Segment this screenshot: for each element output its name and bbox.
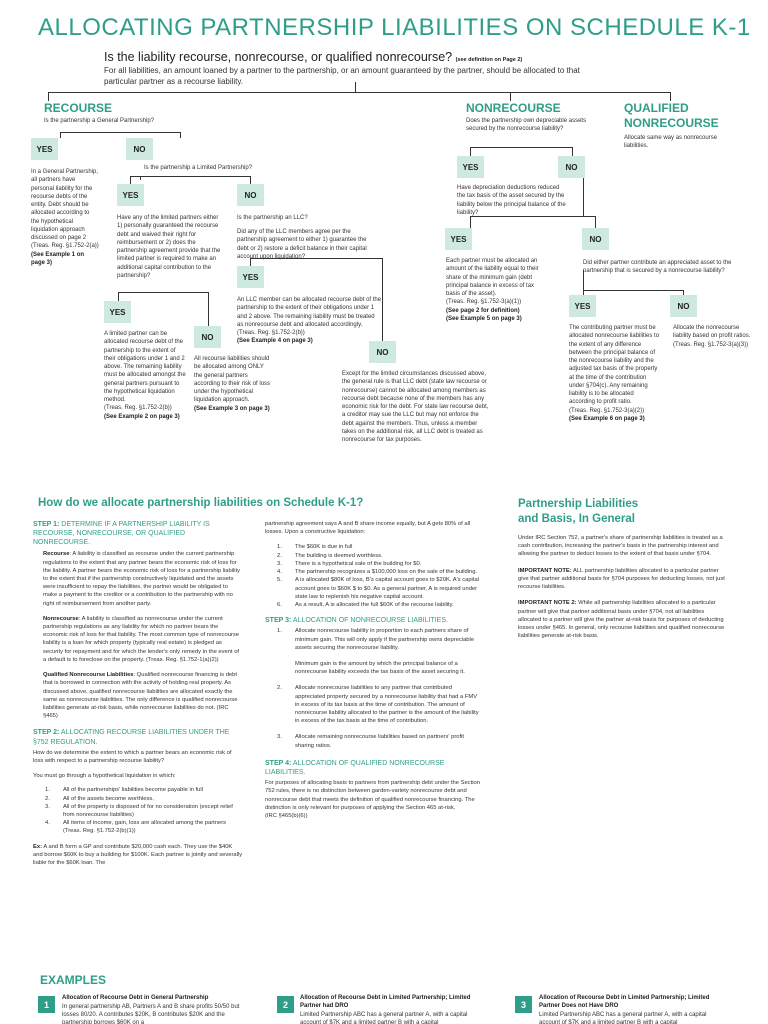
step4-text: [265, 779, 480, 820]
recourse-no-box: NO: [126, 138, 153, 160]
example-3-number: 3: [515, 996, 532, 1013]
guarantee-yes-see: (See Example 2 on page 3): [104, 413, 180, 420]
guarantee-no-see: (See Example 3 on page 3): [194, 405, 270, 412]
list-item: 5. A is allocated $80K of loss, B's capital account goes to $20K. A's capital account goes to $60K $ to $0. As a general partner, A is required under state law to replenish his negative capital account.: [277, 577, 479, 600]
list-item: 4. All items of income, gain, loss are allocated among the partners (Treas. Reg. §1.752-2(b)(1)): [45, 820, 227, 835]
guarantee-no-body: All recourse liabilities should be allocated among ONLY the general partners according to their risk of loss under the hypothetical liquidation approach.: [194, 356, 271, 404]
list-item: 1. Allocate nonrecourse liability in proportion to each partners share of minimum gain. This will only apply if the partnership owns depreciable assets securing the nonrecourse liability.: [277, 628, 475, 651]
qualified-heading-2: NONRECOURSE: [624, 116, 719, 130]
basis-column: [518, 534, 726, 640]
nonrecourse-question: Does the partnership own depreciable assets secured by the nonrecourse liability?: [466, 118, 587, 133]
example-label: Ex:: [33, 843, 43, 850]
contribution-question: Did either partner contribute an appreciated asset to the partnership that is secured by a nonrecourse liability?: [583, 260, 732, 275]
dep-yes-body: Each partner must be allocated an amount of the liability equal to their share of the minimum gain (debt principal balance in excess of tax basis of the asset).: [446, 258, 539, 298]
depreciation-yes-box: YES: [445, 228, 472, 250]
llc-yes-box: YES: [237, 266, 264, 288]
llc-no-box: NO: [369, 341, 396, 363]
lp-question: Is the partnership a Limited Partnership?: [144, 165, 253, 171]
constructive-liquidation-list: [265, 543, 480, 609]
step3-list: [265, 627, 480, 750]
basis-heading-2: and Basis, In General: [518, 512, 635, 525]
lp-no-box: NO: [237, 184, 264, 206]
contribution-yes-box: YES: [569, 295, 596, 317]
how-column-1: [33, 520, 243, 867]
llc-no-text: Except for the limited circumstances discussed above, the general rule is that LLC debt (state law recourse or nonrecourse) cannot be allocated among members as recourse debt because none of the members has any economic risk for the debt. For state law recourse debt, a creditor may sue the LLC but may not enforce the debt against the members. Thus, unless a member takes on the additional risk, all LLC debt is treated as nonrecourse for tax purposes.: [342, 371, 489, 444]
contribution-no-box: NO: [670, 295, 697, 317]
step4-cite: (IRC §465(b)(6)): [265, 812, 308, 819]
guarantee-no-text: [194, 355, 272, 413]
lp-guarantee-question: Have any of the limited partners either 1) personally guaranteed the recourse debt and waived their right for reimbursement or 2) does the partnership agreement provide that the limited partner is required to make an additional capital contribution to the partnership?: [117, 215, 221, 279]
how-heading: How do we allocate partnership liabilities on Schedule K-1?: [38, 497, 364, 509]
list-item: 3. Allocate remaining nonrecourse liabilities based on partners' profit sharing ratios.: [277, 734, 464, 749]
nonrecourse-def: : A liability is classified as nonrecourse under the current partnership regulations as any liability for which no partner bears the economic risk of loss for that liability. The most common type of nonrecourse liability is a loan for which property (typically real estate) is pledged as security for repayment and for which the lender's only remedy in the event of a default is to foreclose on the property. (Treas. Reg. §1.752-1(a)(2)): [43, 615, 240, 663]
example-body: A and B form a GP and contribute $20,000 cash each. They use the $40K and borrow $60K to buy a building for $100K. Each partner is jointly and severally liable for the $60K loan. The: [33, 843, 243, 867]
c-no-body: Allocate the nonrecourse liability based on profit ratios.: [673, 325, 751, 340]
important-note-2: [518, 599, 726, 640]
qnr-def: : Qualified nonrecourse financing is debt that is borrowed in connection with the activity of holding real property. As discussed above, qualified nonrecourse liabilities are allocated exactly the same as nonrecourse liabilities. The only difference is qualified nonrecourse liabilities generate at-risk basis, while nonrecourse liabilities do not. (IRC §465): [43, 672, 238, 720]
liquidation-list: [33, 786, 243, 835]
main-question: [104, 50, 522, 64]
step2-text: How do we determine the extent to which a partner bears an economic risk of loss with respect to a partnership recourse liability?: [33, 749, 232, 764]
col2-continued: partnership agreement says A and B share income equally, but A gets 80% of all losses. Upon a constructive liquidation:: [265, 521, 471, 536]
note2-text: While all partnership liabilities allocated to a particular partner will give that partner additional basis under §704, not all liabilities allocated to a partner will give the partner at-risk basis for purposes of deducting losses under §465. In general, only recourse liabilities and qualified nonrecourse liabilities generate at-risk basis.: [518, 600, 725, 640]
list-item: 1. All of the partnerships' liabilities become payable in full: [45, 787, 203, 794]
guarantee-no-box: NO: [194, 326, 221, 348]
contribution-no-text: [673, 324, 755, 349]
c-yes-cite: (Treas. Reg. §1.752-3(a)(2)): [569, 407, 645, 414]
list-item: 4. The partnership recognizes a $100,000 loss on the sale of the building.: [277, 569, 478, 576]
step4-body: For purposes of allocating basis to partners from partnership debt under the Section 752 rules, there is no distinction between garden-variety nonrecourse debt and nonrecourse debt that meets the definition of qualified nonrecourse financing. The distinction is only relevant for purposes of applying the Section 465 at-risk.: [265, 780, 480, 811]
list-item: 6. As a result, A is allocated the full $60K of the recourse liability.: [277, 601, 454, 608]
c-yes-body: The contributing partner must be allocated nonrecourse liabilities to the extent of any difference between the principal balance of the nonrecourse liability and the adjusted tax basis of the property at the time of the contribution under §704(c). Any remaining liability is to be allocated according to profit ratio.: [569, 325, 660, 406]
step3-heading: [265, 616, 480, 625]
how-column-2: [265, 520, 480, 820]
gp-cite: (Treas. Reg. §1.752-2(a)): [31, 243, 99, 250]
example-text: [33, 843, 243, 868]
example-3-title: Allocation of Recourse Debt in Limited Partnership; Limited Partner Does not Have DRO: [539, 995, 710, 1009]
important-note-1: [518, 567, 726, 592]
basis-heading-1: Partnership Liabilities: [518, 498, 639, 510]
nonrecourse-yes-box: YES: [457, 156, 484, 178]
step1-title: DETERMINE IF A PARTNERSHIP LIABILITY IS RECOURSE, NONRECOURSE, OR QUALIFIED NONRECOURSE.: [33, 521, 210, 547]
recourse-def: : A liability is classified as recourse under the current partnership regulations to the extent that any partner bears the economic risk of loss for the liability. A partner bears the economic risk of loss for a partnership liability to the extent that if the partnership constructively liquidated and the assets were insufficient to repay the liabilities, the partner would be obligated to make a payment to the creditor or a contribution to the partnership with no right of reimbursement from another party.: [43, 551, 241, 607]
step1-label: STEP 1:: [33, 521, 60, 528]
note2-label: IMPORTANT NOTE 2:: [518, 600, 577, 607]
examples-heading: EXAMPLES: [40, 973, 107, 987]
step4-title: ALLOCATION OF QUALIFIED NONRECOURSE LIABILITIES.: [265, 759, 445, 776]
recourse-term: Recourse: [43, 551, 70, 558]
lp-yes-box: YES: [117, 184, 144, 206]
gp-see: (See Example 1 on page 3): [31, 251, 85, 266]
guarantee-yes-text: [104, 330, 188, 421]
depreciation-question: Have depreciation deductions reduced the tax basis of the asset secured by the liability below the principal balance of the liability?: [457, 185, 566, 216]
step4-heading: [265, 759, 480, 777]
gp-text: In a General Partnership, all partners have personal liability for the recourse debts of the entity. Debt should be allocated according to the hypothetical liquidation approach discussed on page 2: [31, 169, 99, 242]
page-title: ALLOCATING PARTNERSHIP LIABILITIES ON SCHEDULE K-1: [38, 14, 751, 41]
llc-yes-text: [237, 296, 382, 346]
main-question-note: (see definition on Page 2): [455, 57, 523, 63]
c-no-cite: (Treas. Reg. §1.752-3(a)(3)): [673, 341, 749, 348]
nonrecourse-definition: [33, 615, 243, 664]
guarantee-yes-body: A limited partner can be allocated recourse debt of the partnership to the extent of their obligations under 1 and 2 above. The remaining liability must be allocated amongst the general partners pursuant to the hypothetical liquidation method.: [104, 331, 186, 404]
recourse-definition: [33, 550, 243, 608]
contribution-yes-text: [569, 324, 661, 423]
list-item: 1. The $60K is due in full: [277, 544, 353, 551]
step3-title: ALLOCATION OF NONRECOURSE LIABILITIES.: [292, 617, 448, 625]
step2-text-2: You must go through a hypothetical liquidation in which:: [33, 773, 176, 780]
list-item: [277, 660, 480, 676]
main-question-text: Is the liability recourse, nonrecourse, or qualified nonrecourse?: [104, 50, 453, 64]
qualified-heading-1: QUALIFIED: [624, 101, 689, 115]
llc-yes-cite: (Treas. Reg. §1.752-2(b)): [237, 330, 305, 337]
step3-label: STEP 3:: [265, 617, 292, 625]
step2-label: STEP 2:: [33, 729, 60, 737]
c-yes-see: (See Example 6 on page 3): [569, 415, 645, 422]
llc-yes-body: An LLC member can be allocated recourse debt of the partnership to the extent of their obligations under 1 and 2 above. The remaining liability must be treated as nonrecourse debt and allocated accordingly.: [237, 297, 382, 328]
step2-title: ALLOCATING RECOURSE LIABILITIES UNDER THE §752 REGULATION.: [33, 729, 230, 746]
nonrecourse-term: Nonrecourse: [43, 615, 79, 622]
step2-heading: [33, 728, 243, 746]
list-item: 3. There is a hypothetical sale of the building for $0.: [277, 560, 422, 567]
depreciation-no-box: NO: [582, 228, 609, 250]
example-3-body: Limited Partnership ABC has a general partner A, with a capital account of $7K and a limited partner B with a capital: [539, 1012, 707, 1024]
basis-paragraph: Under IRC Section 752, a partner's share of partnership liabilities is treated as a cash contribution, increasing the partner's basis in the partnership interest and allowing the partner to deduct losses to the extent of that basis under §704.: [518, 535, 723, 558]
nonrecourse-no-box: NO: [558, 156, 585, 178]
dep-yes-see1: (See page 2 for definition): [446, 307, 520, 314]
depreciation-yes-text: [446, 257, 546, 323]
qnr-term: Qualified Nonrecourse Liabilities: [43, 672, 134, 679]
list-item: 2. The building is deemed worthless.: [277, 552, 383, 559]
guarantee-yes-box: YES: [104, 301, 131, 323]
min-gain-note: Minimum gain is the amount by which the principal balance of a nonrecourse liability exceeds the tax basis of the asset securing it.: [295, 660, 465, 676]
note1-text: ALL partnership liabilities allocated to a particular partner give that partner additional basis for §704 purposes for deducting losses, not just recourse liabilities.: [518, 567, 725, 591]
recourse-yes-box: YES: [31, 138, 58, 160]
llc-detail-question: Did any of the LLC members agree per the partnership agreement to either 1) guarantee the debt or 2) restore a deficit balance in their capital account upon liquidation?: [237, 229, 367, 260]
qualified-text: Allocate same way as nonrecourse liabilities.: [624, 135, 718, 150]
list-item: 2. All of the assets become worthless.: [45, 795, 154, 802]
example-1-body: In general partnership AB, Partners A and B share profits 50/50 but losses 80/20. A contributes $20K, B contributes $20K and the partnership borrows $60K on a: [62, 1004, 240, 1024]
basis-heading: [518, 497, 638, 527]
dep-yes-cite: (Treas. Reg. §1.752-3(a)(1)): [446, 299, 522, 306]
example-2-number: 2: [277, 996, 294, 1013]
step1-heading: [33, 520, 243, 547]
llc-yes-see: (See Example 4 on page 3): [237, 338, 313, 345]
recourse-heading: RECOURSE: [44, 101, 113, 115]
example-1-number: 1: [38, 996, 55, 1013]
example-2-body: Limited Partnership ABC has a general partner A, with a capital account of $7K and a limited partner B with a capital: [300, 1012, 468, 1024]
dep-yes-see2: (See Example 5 on page 3): [446, 315, 522, 322]
note1-label: IMPORTANT NOTE:: [518, 567, 572, 574]
nonrecourse-heading: NONRECOURSE: [466, 101, 561, 115]
qualified-heading: [624, 101, 719, 131]
general-partnership-text: [31, 168, 99, 267]
qnr-definition: [33, 671, 243, 720]
list-item: 2. Allocate nonrecourse liabilities to any partner that contributed appreciated property secured by a nonrecourse liability that had a FMV in excess of its tax basis at the time of contribution. The amount of nonrecourse liability allocated to the partner is the amount of the liability in excess of the tax basis at the time of contribution.: [277, 685, 479, 725]
example-1-title: Allocation of Recourse Debt in General Partnership: [62, 995, 209, 1001]
list-item: 3. All of the property is disposed of for no consideration (except relief from nonrecourse liabilities): [45, 803, 233, 818]
example-2-title: Allocation of Recourse Debt in Limited Partnership; Limited Partner had DRO: [300, 995, 471, 1009]
llc-question: Is the partnership an LLC?: [237, 215, 308, 221]
guarantee-yes-cite: (Treas. Reg. §1.752-2(b)): [104, 405, 172, 412]
intro-text: For all liabilities, an amount loaned by a partner to the partnership, or an amount guaranteed by the partner, should be allocated to that particular partner as a recourse liability.: [104, 66, 580, 86]
recourse-question: Is the partnership a General Partnership?: [44, 118, 155, 124]
step4-label: STEP 4:: [265, 759, 292, 767]
